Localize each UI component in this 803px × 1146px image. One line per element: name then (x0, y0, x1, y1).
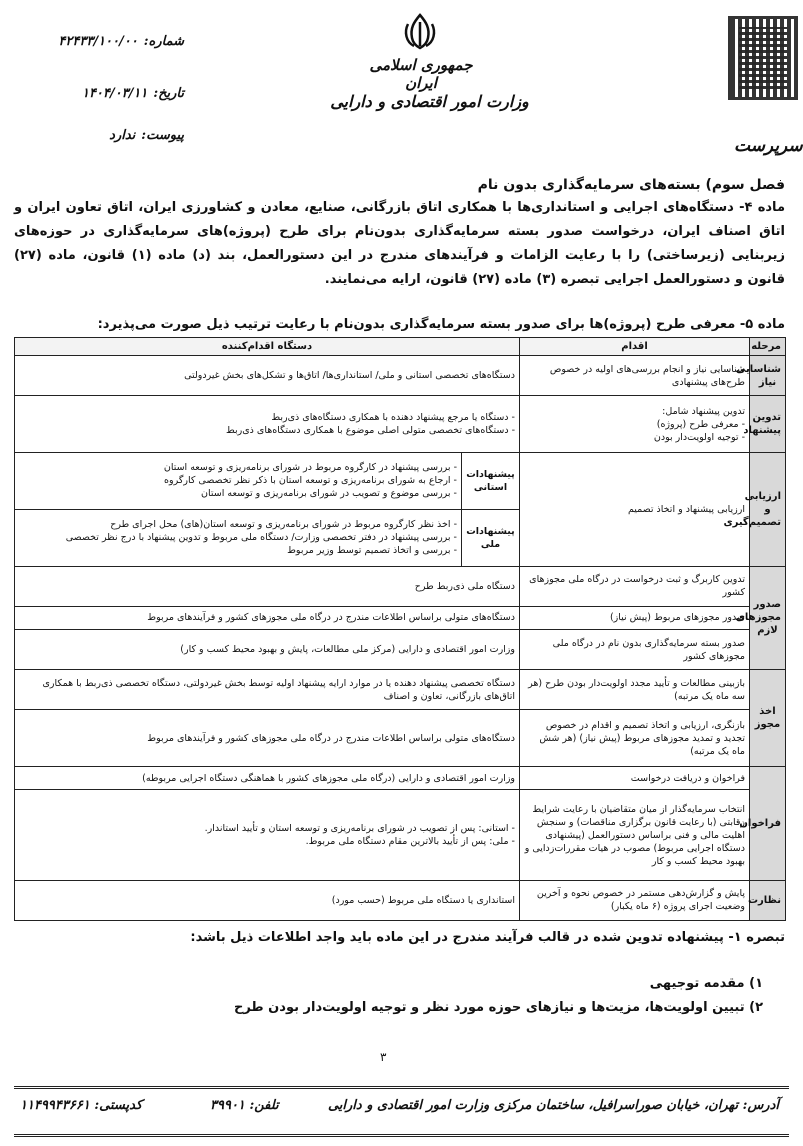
phase-permit: اخذ مجوز (750, 670, 786, 767)
footer-phone (210, 1098, 279, 1113)
table-row (15, 880, 786, 920)
section-title: فصل سوم) بسته‌های سرمایه‌گذاری بدون نام (477, 177, 785, 193)
phase-monitor: نظارت (750, 880, 786, 920)
table-row (15, 452, 786, 509)
letter-number-value: ۴۲۴۳۳/۱۰۰/۰۰ (58, 34, 138, 49)
letter-date (14, 86, 184, 101)
article-5-text: معرفی طرح (پروژه)ها برای صدور بسته سرمایه‌گذاری بدون‌نام با رعایت ترتیب ذیل صورت می‌پذیرد: (97, 317, 736, 332)
sub-provincial: پیشنهادات استانی (462, 452, 520, 509)
cell-agency: دستگاه‌های متولی براساس اطلاعات مندرج در درگاه ملی مجوزهای کشور و فرآیندهای مربوط (15, 710, 520, 767)
article-5 (14, 317, 785, 332)
cell-agency: وزارت امور اقتصادی و دارایی (درگاه ملی مجوزهای کشور با هماهنگی دستگاه اجرایی مربوطه) (15, 767, 520, 790)
table-row (15, 710, 786, 767)
note-item-2: ۲) تبیین اولویت‌ها، مزیت‌ها و نیازهای حوزه مورد نظر و توجیه اولویت‌دار بودن طرح (233, 1000, 763, 1015)
cell-action: ارزیابی پیشنهاد و اتخاذ تصمیم (520, 452, 750, 566)
cell-action: شناسایی نیاز و انجام بررسی‌های اولیه در خصوص طرح‌های پیشنهادی (520, 356, 750, 396)
letter-attachment-label: پیوست: (141, 128, 184, 143)
table-row (15, 790, 786, 881)
phase-draft: تدوین پیشنهاد (750, 396, 786, 453)
letter-number (14, 34, 184, 49)
agency-item: - بررسی پیشنهاد در دفتر تخصصی وزارت/ دستگاه ملی مربوط و تدوین پیشنهاد با درج نظر تخصصی (65, 532, 457, 544)
phase-issue: صدور مجوزهای لازم (750, 566, 786, 669)
action-title: تدوین پیشنهاد شامل: (662, 405, 745, 417)
cell-agency: وزارت امور اقتصادی و دارایی (مرکز ملی مطالعات، پایش و بهبود محیط کسب و کار) (15, 630, 520, 670)
agency-item: - دستگاه‌های تخصصی متولی اصلی موضوع با همکاری دستگاه‌های ذی‌ربط (225, 425, 515, 437)
table-row (15, 356, 786, 396)
cell-agency: دستگاه‌های تخصصی استانی و ملی/ استانداری‌ها/ اتاق‌ها و تشکل‌های بخش غیردولتی (15, 356, 520, 396)
table-row (15, 566, 786, 606)
note-1 (190, 930, 785, 945)
header-action: اقدام (520, 338, 750, 356)
national-emblem-icon (400, 12, 440, 52)
agency-item: - استانی: پس از تصویب در شورای برنامه‌ریزی و توسعه استان و تأیید استاندار. (204, 823, 515, 835)
cell-action: پایش و گزارش‌دهی مستمر در خصوص نحوه و آخرین وضعیت اجرای پروژه (۶ ماه یکبار) (520, 880, 750, 920)
table-row (15, 630, 786, 670)
table-row (15, 767, 786, 790)
cell-action: تدوین کاربرگ و ثبت درخواست در درگاه ملی مجوزهای کشور (520, 566, 750, 606)
footer-zip-label: کدپستی: (94, 1098, 143, 1113)
agency-item: - بررسی پیشنهاد در کارگروه مربوط در شورای برنامه‌ریزی و توسعه استان (163, 462, 457, 474)
footer-zip-value: ۱۱۴۹۹۴۳۶۶۱ (20, 1098, 90, 1113)
action-item: - توجیه اولویت‌دار بودن (653, 431, 745, 443)
article-4-label: ماده ۴- (739, 200, 785, 215)
footer-phone-value: ۳۹۹۰۱ (210, 1098, 245, 1113)
cell-agency (15, 452, 462, 509)
cell-agency: دستگاه ملی ذی‌ربط طرح (15, 566, 520, 606)
phase-evaluate: ارزیابی و تصمیم‌گیری (750, 452, 786, 566)
agency-item: - ارجاع به شورای برنامه‌ریزی و توسعه استان با ذکر نظر تخصصی کارگروه (164, 475, 457, 487)
cell-agency (15, 396, 520, 453)
agency-item: - بررسی و اتخاذ تصمیم توسط وزیر مربوط (287, 545, 457, 557)
supervisor-stamp: سرپرست (734, 136, 803, 156)
agency-item: - بررسی موضوع و تصویب در شورای برنامه‌ریزی و توسعه استان (201, 488, 457, 500)
table-row (15, 670, 786, 710)
footer-zip (20, 1098, 142, 1113)
cell-action: بازبینی مطالعات و تأیید مجدد اولویت‌دار بودن طرح (هر سه ماه یک مرتبه) (520, 670, 750, 710)
agency-item: - اخذ نظر کارگروه مربوط در شورای برنامه‌ریزی و توسعه استان(های) محل اجرای طرح (110, 519, 457, 531)
letter-number-label: شماره: (143, 34, 184, 49)
cell-action: انتخاب سرمایه‌گذار از میان متقاضیان با رعایت شرایط رقابتی (با رعایت قانون برگزاری مناقصات) و سنجش اهلیت مالی و فنی براساس دستورالعمل (پیشنهادی دستگاه اجرایی مربوط) مصوب در هیات مقررات‌زدایی و بهبود محیط کسب و کار (520, 790, 750, 881)
qr-code (728, 16, 798, 100)
phase-identify: شناسایی نیاز (750, 356, 786, 396)
cell-action: صدور بسته سرمایه‌گذاری بدون نام در درگاه ملی مجوزهای کشور (520, 630, 750, 670)
cell-agency (15, 790, 520, 881)
table-header-row (15, 338, 786, 356)
republic-name: جمهوری اسلامی ایران (369, 56, 473, 92)
letter-attachment (14, 128, 184, 143)
cell-action: بازنگری، ارزیابی و اتخاذ تصمیم و اقدام در خصوص تجدید و تمدید مجوزهای مربوط (پیش نیاز) (هر شش ماه یک مرتبه) (520, 710, 750, 767)
article-4-text: دستگاه‌های اجرایی و استانداری‌ها با همکاری اتاق بازرگانی، صنایع، معادن و کشاورزی ایران، اتاق تعاون ایران و اتاق اصناف ایران، درخواست صدور بسته سرمایه‌گذاری بدون‌نام برای طرح (پروژه)های سرمایه‌گذاری در حوزه‌های زیربنایی (زیرساختی) را با رعایت الزامات و فرآیندهای مندرج در این دستورالعمل، بند (د) ماده (۱) قانون، ماده (۲۷) قانون و دستورالعمل اجرایی تبصره (۳) ماده (۲۷) قانون، ارایه می‌نمایند. (14, 200, 785, 287)
phase-call: فراخوان (750, 767, 786, 881)
agency-item: - دستگاه یا مرجع پیشنهاد دهنده با همکاری دستگاه‌های ذی‌ربط (271, 412, 515, 424)
letter-attachment-value: ندارد (109, 128, 136, 143)
process-table (14, 337, 786, 921)
cell-agency (15, 509, 462, 566)
cell-agency: دستگاه‌های متولی براساس اطلاعات مندرج در درگاه ملی مجوزهای کشور و فرآیندهای مربوط (15, 606, 520, 629)
table-row (15, 606, 786, 629)
cell-action: فراخوان و دریافت درخواست (520, 767, 750, 790)
footer-address: آدرس: تهران، خیابان صوراسرافیل، ساختمان مرکزی وزارت امور اقتصادی و دارایی (327, 1098, 779, 1113)
cell-agency: استانداری یا دستگاه ملی مربوط (حسب مورد) (15, 880, 520, 920)
cell-action (520, 396, 750, 453)
sub-national: پیشنهادات ملی (462, 509, 520, 566)
note-1-text: پیشنهاده تدوین شده در قالب فرآیند مندرج در این ماده باید واجد اطلاعات ذیل باشد: (190, 930, 724, 945)
footer-phone-label: تلفن: (249, 1098, 279, 1113)
table-row (15, 396, 786, 453)
letter-date-value: ۱۴۰۴/۰۳/۱۱ (81, 86, 148, 101)
ministry-name: وزارت امور اقتصادی و دارایی (330, 92, 529, 111)
article-4 (14, 196, 785, 292)
page-number: ۳ (380, 1050, 387, 1064)
footer-bottom-rule (14, 1134, 789, 1137)
agency-item: - ملی: پس از تأیید بالاترین مقام دستگاه ملی مربوط. (305, 836, 515, 848)
action-item: - معرفی طرح (پروژه) (656, 418, 745, 430)
article-5-label: ماده ۵- (739, 317, 785, 332)
cell-action: صدور مجوزهای مربوط (پیش نیاز) (520, 606, 750, 629)
footer-divider (14, 1086, 789, 1089)
header-agency: دستگاه اقدام‌کننده (15, 338, 520, 356)
note-1-label: تبصره ۱- (728, 930, 785, 945)
cell-agency: دستگاه تخصصی پیشنهاد دهنده یا در موارد ارایه پیشنهاد اولیه توسط بخش غیردولتی، دستگاه تخصصی ذی‌ربط با همکاری اتاق‌های بازرگانی، تعاون و اصناف (15, 670, 520, 710)
note-item-1: ۱) مقدمه توجیهی (649, 976, 763, 991)
letter-date-label: تاریخ: (153, 86, 184, 101)
header-phase: مرحله (750, 338, 786, 356)
